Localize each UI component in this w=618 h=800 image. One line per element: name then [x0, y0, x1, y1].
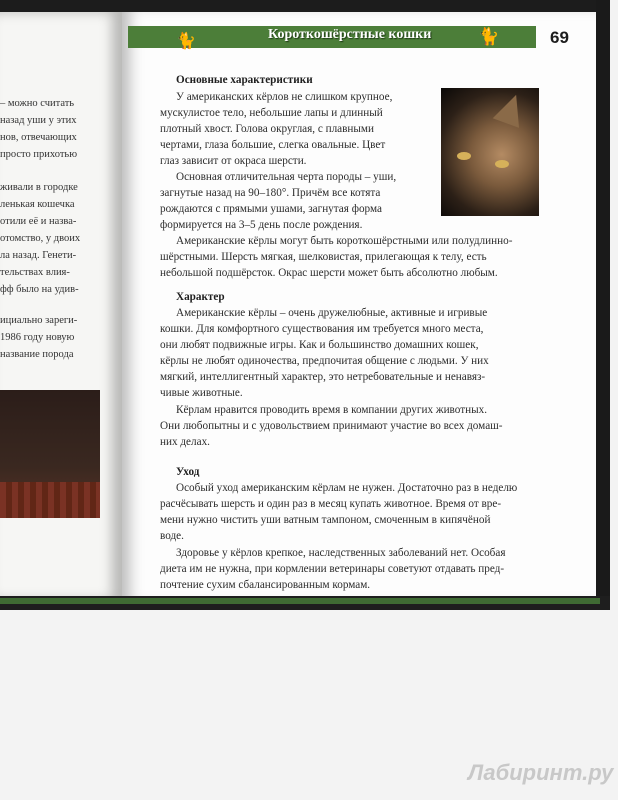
- left-page-line: отомство, у двоих: [0, 233, 81, 244]
- left-page: [0, 12, 122, 600]
- paragraph-line: Они любопытны и с удовольствием принимают участие во всех домаш-: [160, 420, 503, 432]
- paragraph-line: рождаются с прямыми ушами, загнутая форма: [160, 203, 382, 215]
- paragraph-line: шёрстными. Шерсть мягкая, шелковистая, прилегающая к телу, есть: [160, 251, 487, 263]
- left-page-line: ла назад. Генети-: [0, 250, 77, 261]
- left-page-line: отили её и назва-: [0, 216, 77, 227]
- left-page-line: нов, отвечающих: [0, 132, 77, 143]
- paragraph-line: почтение сухим сбалансированным кормам.: [160, 579, 371, 591]
- left-page-line: – можно считать: [0, 98, 75, 109]
- left-page-line: название порода: [0, 349, 74, 360]
- paragraph-line: небольшой подшёрсток. Окрас шерсти может быть абсолютно любым.: [160, 267, 498, 279]
- paragraph-line: мягкий, интеллигентный характер, это нетребовательные и ненавяз-: [160, 371, 486, 383]
- paragraph-line: диета им не нужна, при кормлении ветеринары советуют отдавать пред-: [160, 563, 505, 575]
- paragraph-line: них делах.: [160, 436, 210, 448]
- section-heading: Уход: [176, 466, 200, 478]
- left-page-line: просто прихотью: [0, 149, 78, 160]
- book-spine-green-strip: [0, 598, 600, 604]
- paragraph-line: чертами, глаза большие, слегка овальные. Цвет: [160, 139, 386, 151]
- cat-photo-left: [0, 390, 100, 518]
- left-page-line: ленькая кошечка: [0, 199, 75, 210]
- rug-pattern: [0, 482, 100, 518]
- watermark-logo: Лабиринт.ру: [468, 760, 614, 785]
- paragraph-line: мускулистое тело, небольшие лапы и длинный: [160, 107, 383, 119]
- paragraph-line: кошки. Для комфортного существования им требуется много места,: [160, 323, 484, 335]
- paragraph-line: чивые животные.: [160, 387, 243, 399]
- paragraph-line: Здоровье у кёрлов крепкое, наследственных заболеваний нет. Особая: [176, 547, 506, 559]
- paragraph-line: формируется на 3–5 день после рождения.: [160, 219, 363, 231]
- paragraph-line: кёрлы не любят одиночества, предпочитая общение с людьми. У них: [160, 355, 489, 367]
- chapter-title: Короткошёрстные кошки: [268, 27, 432, 42]
- paragraph-line: У американских кёрлов не слишком крупное,: [176, 91, 393, 103]
- left-page-line: живали в городке: [0, 182, 78, 193]
- left-page-line: назад уши у этих: [0, 115, 77, 126]
- cat-silhouette-icon: 🐈: [478, 27, 500, 46]
- paragraph-line: расчёсывать шерсть и один раз в месяц купать животное. Время от вре-: [160, 498, 502, 510]
- paragraph-line: Американские кёрлы могут быть короткошёрстными или полудлинно-: [176, 235, 513, 247]
- page-number: 69: [550, 28, 569, 47]
- section-heading: Характер: [176, 291, 225, 303]
- cat-eye: [457, 152, 471, 160]
- paragraph-line: Особый уход американским кёрлам не нужен. Достаточно раз в неделю: [176, 482, 518, 494]
- cat-silhouette-icon: 🐈: [176, 33, 196, 50]
- paragraph-line: мени нужно чистить уши ватным тампоном, смоченным в кипячёной: [160, 514, 491, 526]
- cat-ear: [493, 90, 530, 128]
- paragraph-line: они любят подвижные игры. Как и большинство домашних кошек,: [160, 339, 479, 351]
- left-page-line: ициально зареги-: [0, 315, 78, 326]
- left-page-line: фф было на удив-: [0, 284, 79, 295]
- left-page-line: 1986 году новую: [0, 332, 75, 343]
- paragraph-line: загнутые назад на 90–180°. Причём все котята: [160, 187, 381, 199]
- paragraph-line: Американские кёрлы – очень дружелюбные, активные и игривые: [176, 307, 488, 319]
- paragraph-line: Основная отличительная черта породы – уши,: [176, 171, 397, 183]
- paragraph-line: Кёрлам нравится проводить время в компании других животных.: [176, 404, 487, 416]
- american-curl-photo: [441, 88, 539, 216]
- section-heading: Основные характеристики: [176, 74, 313, 86]
- cat-eye: [495, 160, 509, 168]
- paragraph-line: воде.: [160, 530, 184, 542]
- book-cover-edge-right: [596, 0, 610, 610]
- paragraph-line: плотный хвост. Голова округлая, с плавными: [160, 123, 375, 135]
- left-page-line: тельствах влия-: [0, 267, 70, 278]
- paragraph-line: глаз зависит от окраса шерсти.: [160, 155, 307, 167]
